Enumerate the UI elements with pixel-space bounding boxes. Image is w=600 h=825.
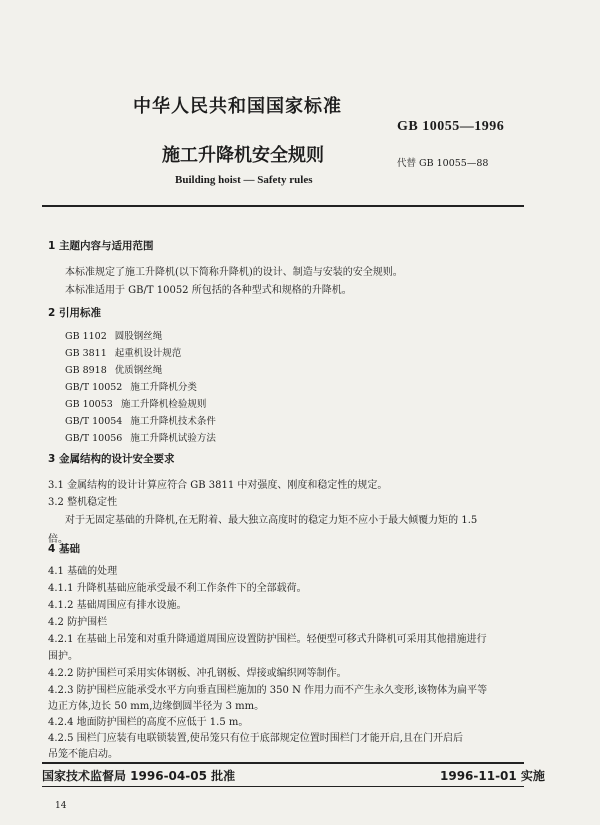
reference-code: GB 10053 [65,399,113,410]
reference-item [65,345,181,359]
section-1-paragraph: 本标准规定了施工升降机(以下简称升降机)的设计、制造与安装的安全规则。 [65,267,403,278]
clause-4-2-3-cont: 边正方体,边长 50 mm,边缘倒圆半径为 3 mm。 [48,701,265,712]
reference-name: 施工升降机试验方法 [130,433,216,444]
reference-name: 圆股钢丝绳 [114,331,163,342]
reference-name: 施工升降机技术条件 [130,416,216,427]
clause-4-2-3: 4.2.3 防护围栏应能承受水平方向垂直围栏施加的 350 N 作用力而不产生永久变形,该物体为扁平等 [48,685,488,696]
reference-code: GB 8918 [65,365,107,376]
footer-bottom-rule [42,786,524,787]
clause-4-2-5-cont: 吊笼不能启动。 [48,749,118,760]
reference-code: GB/T 10054 [65,416,123,427]
clause-4-2: 4.2 防护围栏 [48,617,108,628]
reference-code: GB/T 10056 [65,433,123,444]
approval-date: 国家技术监督局 1996-04-05 批准 [42,769,236,783]
replaces-note: 代替 GB 10055—88 [397,158,489,169]
clause-4-1-2: 4.1.2 基础周围应有排水设施。 [48,600,187,611]
section-1-title: 1 主题内容与适用范围 [48,240,154,252]
effective-date: 1996-11-01 实施 [440,769,545,783]
section-3-title: 3 金属结构的设计安全要求 [48,453,175,465]
reference-item [65,396,206,410]
reference-code: GB/T 10052 [65,382,123,393]
reference-item [65,328,162,342]
reference-name: 起重机设计规范 [114,348,182,359]
reference-name: 优质钢丝绳 [114,365,163,376]
reference-item [65,430,216,444]
clause-3-2-text: 对于无固定基础的升降机,在无附着、最大独立高度时的稳定力矩不应小于最大倾覆力矩的 1.5 [65,515,478,526]
reference-code: GB 3811 [65,348,107,359]
clause-4-2-4: 4.2.4 地面防护围栏的高度不应低于 1.5 m。 [48,717,249,728]
clause-4-2-2: 4.2.2 防护围栏可采用实体钢板、冲孔钢板、焊接或编织网等制作。 [48,668,347,679]
clause-3-2: 3.2 整机稳定性 [48,497,118,508]
section-1-paragraph: 本标准适用于 GB/T 10052 所包括的各种型式和规格的升降机。 [65,285,352,296]
clause-4-2-5: 4.2.5 围栏门应装有电联锁装置,使吊笼只有位于底部规定位置时围栏门才能开启,且在门开启后 [48,733,463,744]
clause-4-1-1: 4.1.1 升降机基础应能承受最不利工作条件下的全部载荷。 [48,583,307,594]
clause-3-2-text: 倍。 [48,534,68,545]
reference-item [65,413,216,427]
national-standard-heading: 中华人民共和国国家标准 [133,96,342,117]
clause-4-1: 4.1 基础的处理 [48,566,118,577]
reference-name: 施工升降机分类 [130,382,197,393]
section-2-title: 2 引用标准 [48,307,101,319]
standard-number: GB 10055—1996 [397,119,505,134]
reference-code: GB 1102 [65,331,107,342]
reference-name: 施工升降机检验规则 [120,399,207,410]
clause-4-2-1-cont: 围护。 [48,651,78,662]
section-4-title: 4 基础 [48,543,80,555]
page-number: 14 [55,801,67,811]
header-rule [42,205,524,207]
footer-rule [42,762,524,764]
reference-item [65,379,197,393]
reference-item [65,362,162,376]
document-title: 施工升降机安全规则 [162,145,324,166]
clause-4-2-1: 4.2.1 在基础上吊笼和对重升降通道周围应设置防护围栏。轻便型可移式升降机可采用其他措施进行 [48,634,487,645]
clause-3-1: 3.1 金属结构的设计计算应符合 GB 3811 中对强度、刚度和稳定性的规定。 [48,480,388,491]
english-title: Building hoist — Safety rules [175,174,313,186]
